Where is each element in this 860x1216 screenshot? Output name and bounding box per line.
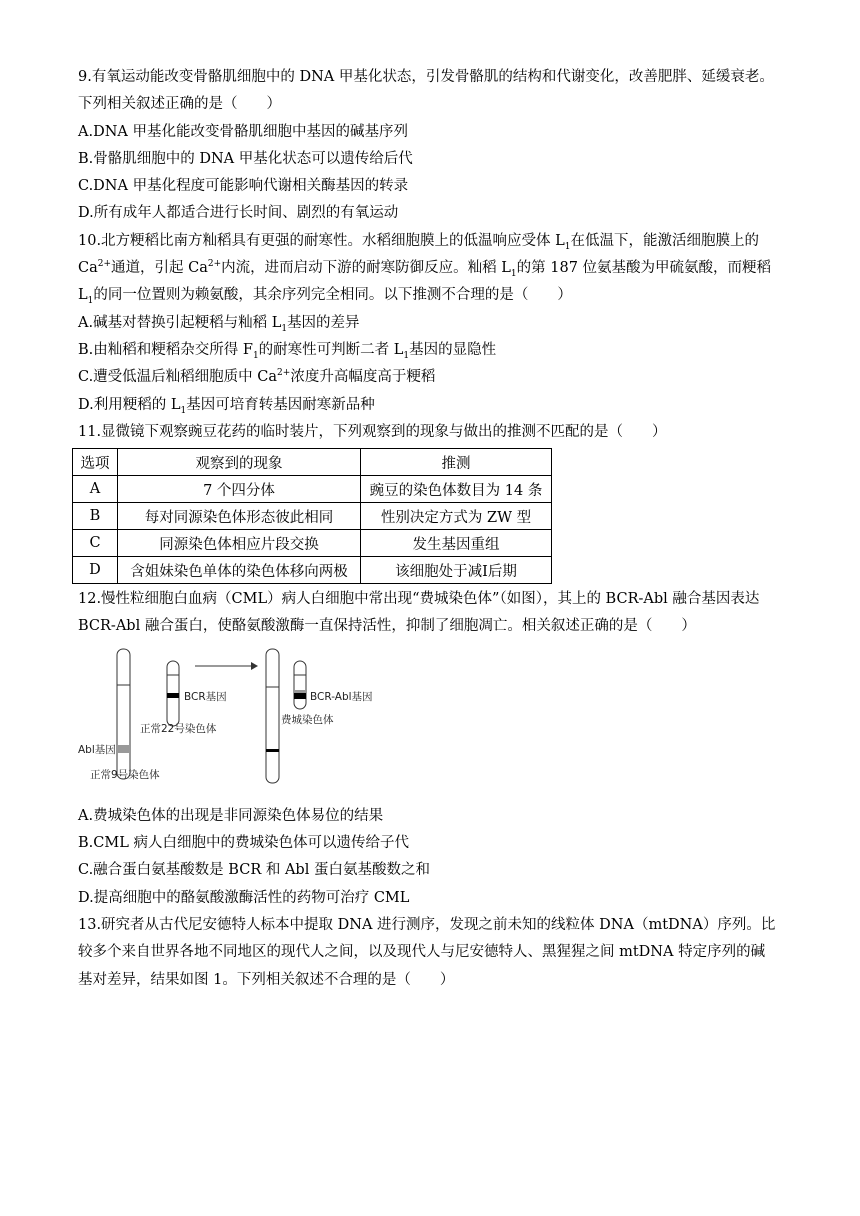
question-11-stem: 11.显微镜下观察豌豆花药的临时装片，下列观察到的现象与做出的推测不匹配的是（ ） <box>78 423 667 440</box>
table-cell: 发生基因重组 <box>361 530 552 557</box>
table-row[interactable] <box>73 557 552 584</box>
table-cell: A <box>73 476 118 503</box>
normal-chromosome-9 <box>117 649 130 779</box>
text: 浓度升高幅度高于粳稻 <box>290 369 436 386</box>
table-cell: 性别决定方式为 ZW 型 <box>361 503 552 530</box>
question-12-option-a[interactable]: A.费城染色体的出现是非同源染色体易位的结果 <box>78 807 384 824</box>
table-row[interactable] <box>73 476 552 503</box>
subscript: 1 <box>510 268 517 279</box>
subscript: 1 <box>252 350 259 361</box>
table-cell: 含姐妹染色单体的染色体移向两极 <box>118 557 361 584</box>
table-cell: 豌豆的染色体数目为 14 条 <box>361 476 552 503</box>
exam-page <box>78 64 783 994</box>
text: 的耐寒性可判断二者 L <box>258 341 404 358</box>
arrow-head <box>251 662 258 670</box>
question-13-stem-line-3: 基对差异，结果如图 1。下列相关叙述不合理的是（ ） <box>78 971 455 988</box>
subscript: 1 <box>403 350 410 361</box>
question-10-option-b[interactable] <box>78 337 783 364</box>
bcr-abl-gene-label: BCR-Abl基因 <box>310 690 373 703</box>
question-9 <box>78 64 783 228</box>
superscript: 2+ <box>207 259 222 270</box>
table-cell: 每对同源染色体形态彼此相同 <box>118 503 361 530</box>
text: B.由籼稻和粳稻杂交所得 F <box>78 341 253 358</box>
philadelphia-chromosome-label: 费城染色体 <box>281 713 334 726</box>
subscript: 1 <box>87 296 94 307</box>
bcr-gene-band <box>167 693 179 698</box>
table-header-cell: 观察到的现象 <box>118 449 361 476</box>
fusion-band-der9 <box>266 749 279 752</box>
superscript: 2+ <box>277 368 291 379</box>
table-cell: 同源染色体相应片段交换 <box>118 530 361 557</box>
question-9-option-c[interactable]: C.DNA 甲基化程度可能影响代谢相关酶基因的转录 <box>78 178 409 195</box>
bcr-gene-label: BCR基因 <box>184 690 227 703</box>
table-row[interactable] <box>73 530 552 557</box>
text: 内流，进而启动下游的耐寒防御反应。籼稻 L <box>221 260 511 277</box>
derivative-chromosome-9 <box>266 649 279 783</box>
question-10-option-d[interactable] <box>78 392 783 419</box>
question-10-option-c[interactable] <box>78 364 783 391</box>
text: A.碱基对替换引起粳稻与籼稻 L <box>78 314 282 331</box>
superscript: 2+ <box>97 259 112 270</box>
normal-chromosome-22-label: 正常22号染色体 <box>140 722 217 735</box>
question-9-option-d[interactable]: D.所有成年人都适合进行长时间、剧烈的有氧运动 <box>78 205 399 222</box>
abl-gene-band <box>117 745 130 753</box>
table-cell: C <box>73 530 118 557</box>
philadelphia-chromosome <box>294 661 306 709</box>
subscript: 1 <box>180 405 187 416</box>
question-9-option-a[interactable]: A.DNA 甲基化能改变骨骼肌细胞中基因的碱基序列 <box>78 123 408 140</box>
question-10-stem-line-1 <box>78 228 783 255</box>
bcr-abl-fusion-band <box>294 693 306 699</box>
question-10-stem-line-2 <box>78 255 783 282</box>
text: 10.北方粳稻比南方籼稻具有更强的耐寒性。水稻细胞膜上的低温响应受体 L <box>78 232 565 249</box>
question-12-stem-line-2: BCR-Abl 融合蛋白，使酪氨酸激酶一直保持活性，抑制了细胞凋亡。相关叙述正确的是（ ） <box>78 618 696 635</box>
text: 基因的显隐性 <box>409 341 497 358</box>
table-cell: B <box>73 503 118 530</box>
question-12-option-b[interactable]: B.CML 病人白细胞中的费城染色体可以遗传给子代 <box>78 835 409 852</box>
table-header-cell: 选项 <box>73 449 118 476</box>
question-12 <box>78 586 783 912</box>
table-cell: 7 个四分体 <box>118 476 361 503</box>
text: 通道，引起 Ca <box>111 260 208 277</box>
question-12-option-c[interactable]: C.融合蛋白氨基酸数是 BCR 和 Abl 蛋白氨基酸数之和 <box>78 862 430 879</box>
question-10-option-a[interactable] <box>78 310 783 337</box>
question-11 <box>78 419 783 584</box>
text: L <box>78 287 88 304</box>
subscript: 1 <box>281 323 288 334</box>
table-cell: D <box>73 557 118 584</box>
question-11-table <box>72 448 552 584</box>
bcr-abl-fusion-band-grey <box>294 690 306 693</box>
table-header-cell: 推测 <box>361 449 552 476</box>
question-12-stem-line-1: 12.慢性粒细胞白血病（CML）病人白细胞中常出现“费城染色体”（如图），其上的 BCR-Abl 融合基因表达 <box>78 591 760 608</box>
question-10 <box>78 228 783 419</box>
text: 的同一位置则为赖氨酸，其余序列完全相同。以下推测不合理的是（ ） <box>93 287 572 304</box>
table-header-row <box>73 449 552 476</box>
text: 在低温下，能激活细胞膜上的 <box>570 232 760 249</box>
table-cell: 该细胞处于减Ⅰ后期 <box>361 557 552 584</box>
table-row[interactable] <box>73 503 552 530</box>
text: C.遭受低温后籼稻细胞质中 Ca <box>78 369 278 386</box>
chromosome-figure <box>78 645 783 801</box>
question-12-option-d[interactable]: D.提高细胞中的酪氨酸激酶活性的药物可治疗 CML <box>78 889 410 906</box>
text: D.利用粳稻的 L <box>78 396 181 413</box>
question-13-stem-line-1: 13.研究者从古代尼安德特人标本中提取 DNA 进行测序，发现之前未知的线粒体 DNA（mtDNA）序列。比 <box>78 916 776 933</box>
normal-chromosome-9-label: 正常9号染色体 <box>90 768 160 781</box>
question-13 <box>78 912 783 994</box>
text: 基因可培育转基因耐寒新品种 <box>186 396 375 413</box>
text: 的第 187 位氨基酸为甲硫氨酸，而粳稻 <box>516 260 772 277</box>
subscript: 1 <box>564 241 571 252</box>
question-13-stem-line-2: 较多个来自世界各地不同地区的现代人之间，以及现代人与尼安德特人、黑猩猩之间 mtDNA 特定序列的碱 <box>78 944 766 961</box>
text: 基因的差异 <box>287 314 360 331</box>
question-10-stem-line-3 <box>78 282 783 309</box>
abl-gene-label: Abl基因 <box>78 743 116 756</box>
text: Ca <box>78 260 98 277</box>
question-9-option-b[interactable]: B.骨骼肌细胞中的 DNA 甲基化状态可以遗传给后代 <box>78 150 413 167</box>
question-9-stem-line-1: 9.有氧运动能改变骨骼肌细胞中的 DNA 甲基化状态，引发骨骼肌的结构和代谢变化，改善肥胖、延缓衰老。 <box>78 69 774 85</box>
question-9-stem-line-2: 下列相关叙述正确的是（ ） <box>78 96 281 113</box>
